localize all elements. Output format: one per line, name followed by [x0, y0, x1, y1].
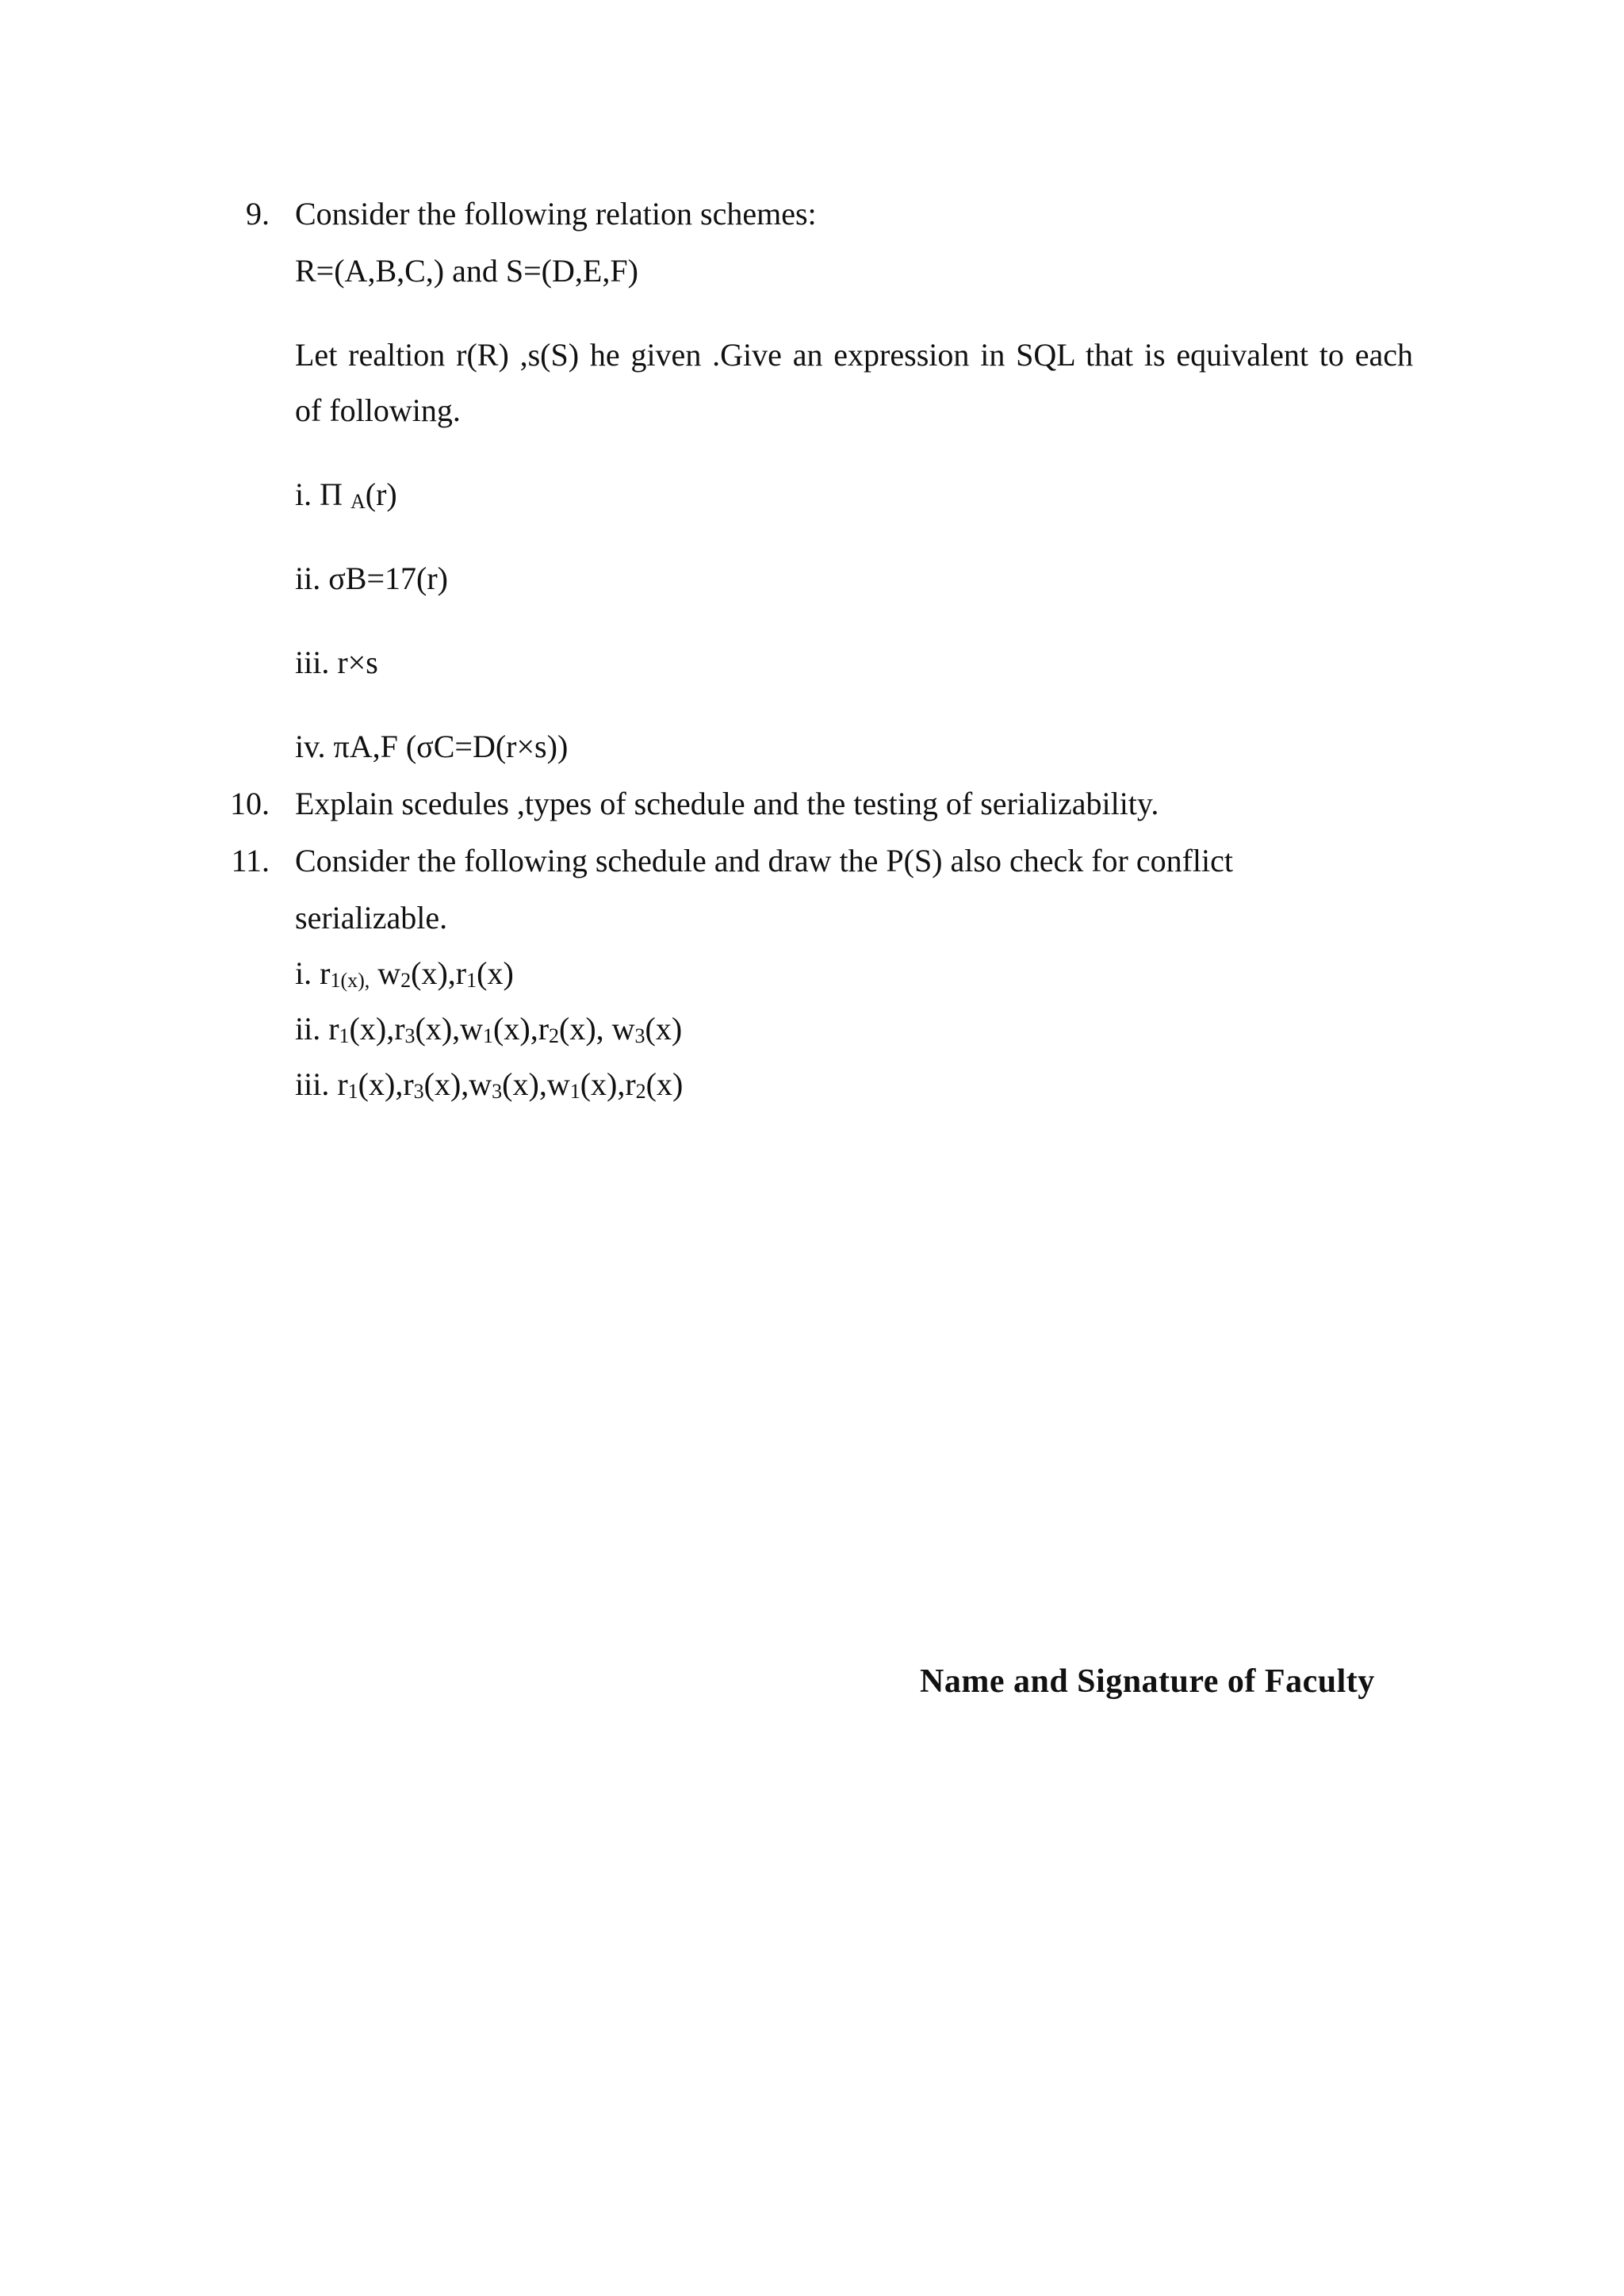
question-9-intro: Consider the following relation schemes:: [295, 196, 817, 232]
q9-item-i: [295, 476, 397, 513]
schedule-sub: 2: [549, 1024, 560, 1047]
schedule-text: w: [370, 955, 401, 991]
schedule-text: (x),w: [415, 1011, 484, 1047]
schedule-text: (x),w: [423, 1066, 492, 1102]
schedule-text: (x): [645, 1066, 684, 1102]
q9-item-ii: ii. σB=17(r): [295, 561, 448, 596]
schedule-sub: 2: [635, 1080, 646, 1103]
q9-item-i-rest: (r): [365, 476, 397, 512]
question-11-text-line-2: serializable.: [295, 900, 448, 936]
q9-item-iv: iv. πA,F (σC=D(r×s)): [295, 729, 569, 764]
question-11-text-line-1: Consider the following schedule and draw the P(S) also check for conflict: [295, 843, 1234, 878]
schedule-item-i-prefix: i. r: [295, 955, 331, 991]
schedule-sub: 3: [634, 1024, 645, 1047]
schedule-sub: 1: [339, 1024, 350, 1047]
schedule-sub: 3: [404, 1024, 416, 1047]
schedule-sub: 1: [347, 1080, 358, 1103]
question-10-text: Explain scedules ,types of schedule and the testing of serializability.: [295, 786, 1159, 821]
question-10-number: 10.: [230, 786, 270, 821]
schedule-sub: 1(x),: [330, 969, 370, 992]
question-11-number: 11.: [231, 843, 270, 878]
schedule-text: (x),r: [349, 1011, 405, 1047]
schedule-sub: 3: [492, 1080, 503, 1103]
schedule-sub: 3: [413, 1080, 424, 1103]
schedule-text: (x),r: [411, 955, 467, 991]
q9-item-iii: iii. r×s: [295, 645, 378, 680]
schedule-sub: 1: [466, 969, 477, 992]
q9-item-i-sub: A: [350, 490, 366, 513]
schedule-item-iii: [295, 1066, 684, 1103]
schedule-text: (x),r: [493, 1011, 550, 1047]
schedule-item-ii-prefix: ii. r: [295, 1011, 339, 1047]
schedule-item-iii-prefix: iii. r: [295, 1066, 348, 1102]
question-9-text-line-1: Let realtion r(R) ,s(S) he given .Give an expression in SQL that is equivalent to each: [295, 337, 1413, 373]
schedule-sub: 1: [569, 1080, 580, 1103]
schedule-text: (x): [477, 955, 514, 991]
faculty-signature-label: Name and Signature of Faculty: [920, 1663, 1375, 1700]
question-9-text-line-2: of following.: [295, 392, 461, 428]
schedule-text: (x),w: [502, 1066, 570, 1102]
q9-item-i-label: i. Π: [295, 476, 343, 512]
schedule-text: (x): [645, 1011, 683, 1047]
schedule-item-ii: [295, 1013, 682, 1045]
schedule-text: (x),r: [580, 1066, 636, 1102]
schedule-text: (x), w: [559, 1011, 635, 1047]
schedule-sub: 1: [483, 1024, 494, 1047]
relation-schemes: R=(A,B,C,) and S=(D,E,F): [295, 253, 638, 289]
schedule-text: (x),r: [358, 1066, 414, 1102]
schedule-sub: 2: [400, 969, 412, 992]
question-9-number: 9.: [246, 196, 270, 232]
schedule-item-i: [295, 955, 514, 992]
